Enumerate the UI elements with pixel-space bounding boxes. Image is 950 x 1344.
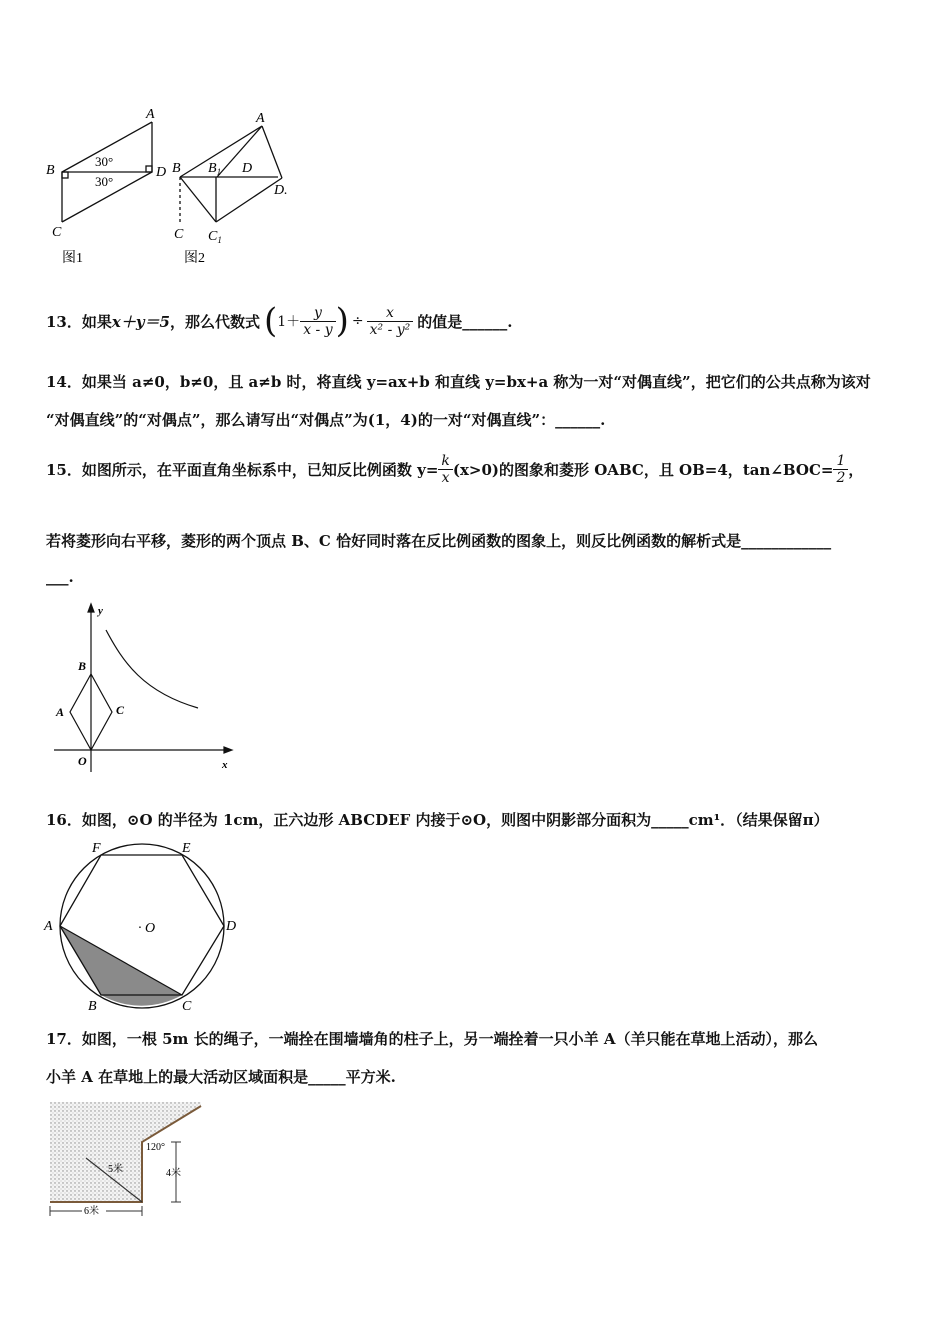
q13-suffix: 的值是______. (417, 312, 513, 331)
figure-2 (180, 126, 282, 225)
figure-1 (62, 122, 152, 222)
fig2-label-B1: $B_1$ (208, 161, 222, 177)
question-14-line-1: 14．如果当 a≠0，b≠0，且 a≠b 时，将直线 y=ax+b 和直线 y=bx+a 称为一对“对偶直线”，把它们的公共点称为该对 (46, 373, 871, 391)
q16-label-C: C (182, 999, 192, 1014)
q13-divide: ÷ (351, 313, 364, 329)
question-15-line-3: ___. (46, 568, 74, 586)
q16-label-A: A (44, 919, 53, 934)
q13-prefix: 13．如果 (46, 312, 112, 331)
fig1-label-C: C (52, 225, 62, 240)
fig2-label-C: C (174, 227, 184, 242)
q15-text-a: 15．如图所示，在平面直角坐标系中，已知反比例函数 y= (46, 460, 439, 479)
question-17-line-1: 17．如图，一根 5m 长的绳子，一端拴在围墙墙角的柱子上，另一端拴着一只小羊 A（羊只能在草地上活动），那么 (46, 1030, 818, 1048)
q17-label-width: 6米 (84, 1206, 99, 1217)
q15-y-arrow (88, 604, 94, 612)
fig1-angle-30-top: 30° (95, 154, 114, 169)
q15-fraction-k-x: $\frac{k}{x}$ (438, 453, 452, 486)
question-15-line-1 (46, 444, 863, 494)
q15-text-c: ， (848, 460, 864, 479)
q16-label-E: E (182, 841, 191, 856)
q16-label-D: D (226, 919, 237, 934)
q13-condition: x＋y＝5 (111, 312, 170, 331)
fig2-caption: 图2 (184, 251, 205, 266)
q15-text-b: (x>0)的图象和菱形 OABC，且 OB=4，tan∠BOC= (452, 460, 834, 479)
fig1-label-B: B (46, 163, 55, 178)
fig2-label-B: B (172, 161, 181, 176)
q13-fraction-1: $\frac{y}{x - y}$ (300, 305, 335, 338)
q17-label-rope: 5米 (108, 1164, 123, 1175)
question-16: 16．如图，⊙O 的半径为 1cm，正六边形 ABCDEF 内接于⊙O，则图中阴影部分面积为_____cm¹．（结果保留π） (46, 811, 829, 829)
question-17-line-2: 小羊 A 在草地上的最大活动区域面积是_____平方米. (46, 1068, 396, 1086)
q16-shaded-region (60, 926, 182, 1006)
fig2-label-C1: $C_1$ (208, 229, 222, 245)
fig1-angle-30-bottom: 30° (95, 174, 114, 189)
fig1-caption: 图1 (62, 251, 83, 266)
question-13 (46, 300, 513, 342)
q16-label-B: B (88, 999, 97, 1014)
q16-figure (40, 838, 245, 1016)
q13-fraction-2: $\frac{x}{\text{x² - y²}}$ (367, 305, 414, 338)
q15-label-y: y (98, 605, 103, 617)
fig1-label-A: A (146, 107, 155, 122)
q15-label-x: x (222, 759, 228, 771)
q15-fraction-tan: $\frac{1}{2}$ (833, 453, 848, 486)
question-14-line-2: “对偶直线”的“对偶点”，那么请写出“对偶点”为(1，4)的一对“对偶直线”：______. (46, 411, 606, 429)
q16-label-F: F (92, 841, 101, 856)
q15-label-O: O (78, 754, 87, 768)
q13-one-plus: 1＋ (277, 314, 301, 330)
q17-label-angle: 120° (146, 1142, 165, 1153)
q15-graph (48, 600, 248, 785)
q13-mid: ，那么代数式 (169, 312, 260, 331)
fig1-label-D: D (156, 165, 167, 180)
q17-label-height: 4米 (166, 1168, 181, 1179)
q15-hyperbola (106, 630, 198, 708)
q13-expression: ( 1＋ $\frac{y}{x - y}$ ) ÷ $\frac{x}{\text{x² - y²}}$ (264, 304, 413, 338)
q15-label-B: B (78, 659, 87, 673)
q15-x-arrow (224, 747, 232, 753)
q15-label-A: A (56, 705, 65, 719)
q16-label-O: · O (138, 921, 156, 936)
q17-wall-area (50, 1102, 201, 1202)
figure-1-2 (40, 100, 300, 270)
fig2-label-D: D (242, 161, 253, 176)
fig2-label-A: A (256, 111, 265, 126)
q15-label-C: C (116, 703, 125, 717)
question-15-line-2: 若将菱形向右平移，菱形的两个顶点 B、C 恰好同时落在反比例函数的图象上，则反比例函数的解析式是____________ (46, 532, 832, 550)
fig2-label-D1: D. (274, 183, 288, 198)
q17-figure (46, 1098, 206, 1218)
